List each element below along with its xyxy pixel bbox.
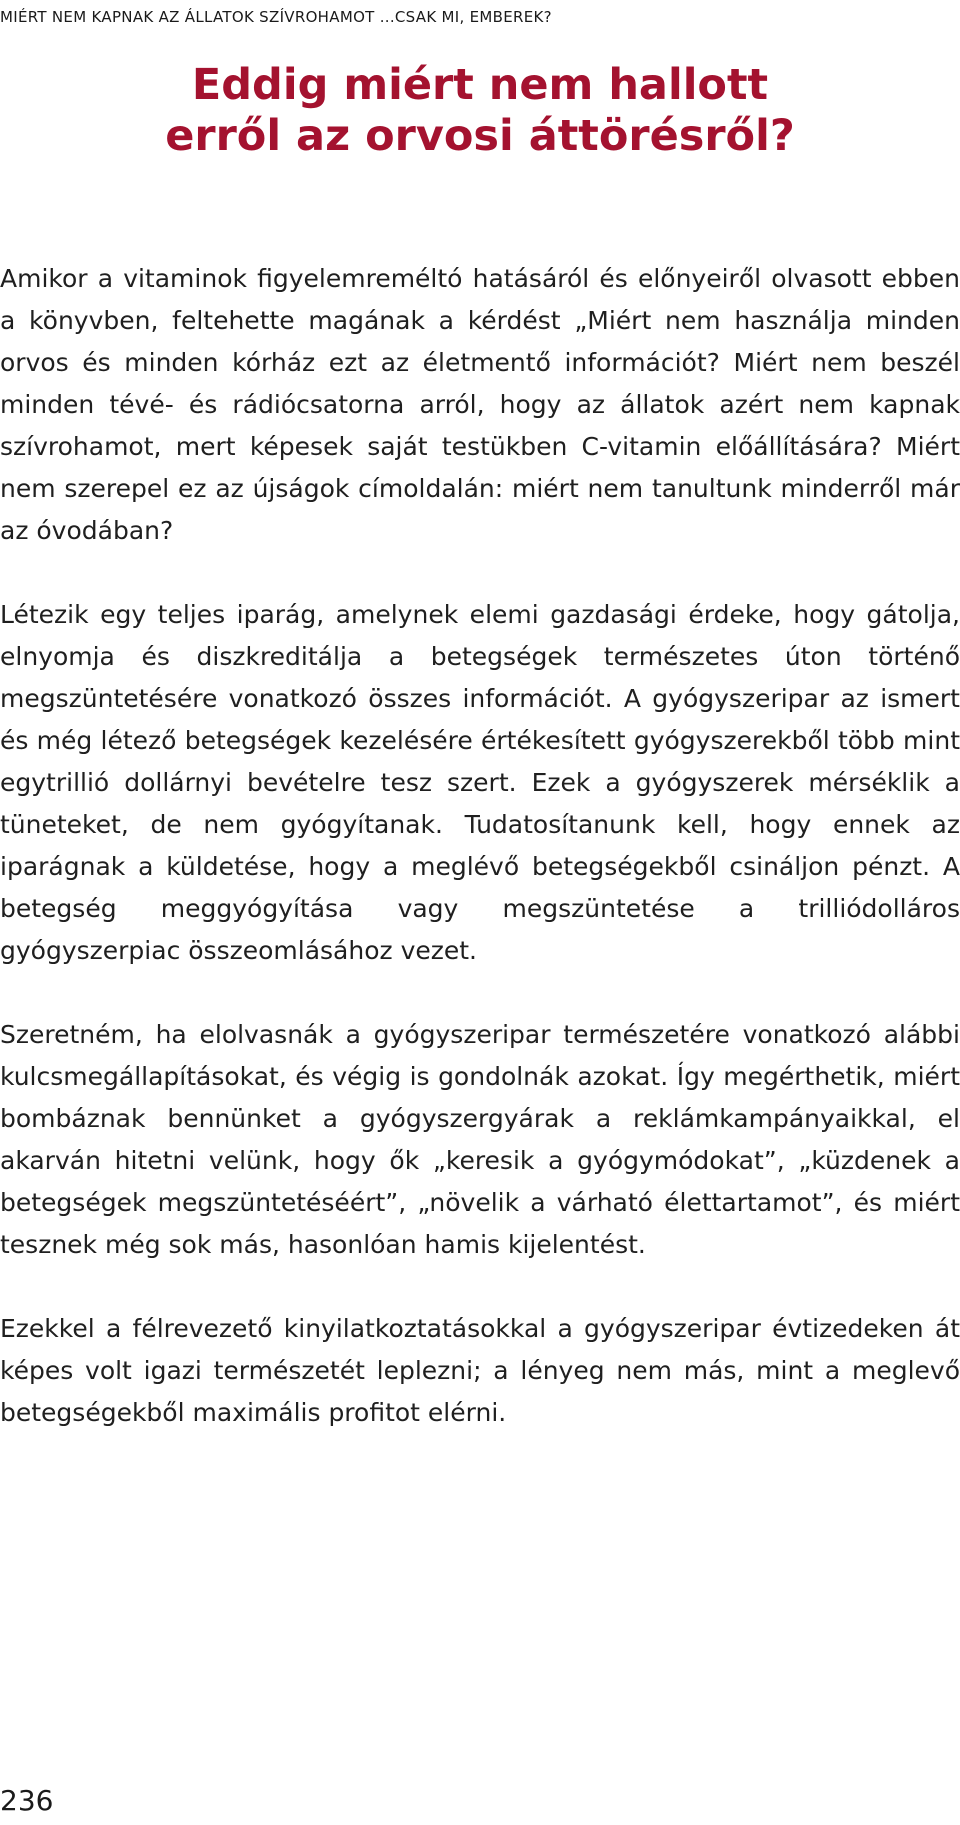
running-head: MIÉRT NEM KAPNAK AZ ÁLLATOK SZÍVROHAMOT ...CSAK MI, EMBEREK? bbox=[0, 8, 552, 26]
paragraph-4: Ezekkel a félrevezető kinyilatkoztatásokkal a gyógyszeripar évtizedeken át képes volt igazi természetét leplezni; a lényeg nem más, mint a meglevő betegségekből maximális profitot elérni. bbox=[0, 1314, 960, 1427]
page-title-line-2: erről az orvosi áttörésről? bbox=[165, 111, 795, 161]
page-title bbox=[0, 60, 960, 162]
page-number: 236 bbox=[0, 1784, 54, 1817]
paragraph-3: Szeretném, ha elolvasnák a gyógyszeripar természetére vonatkozó alábbi kulcsmegállapításokat, és végig is gondolnák azokat. Így megérthetik, miért bombáznak bennünket a gyógyszergyárak a reklámkampányaikkal, el akarván hitetni velünk, hogy ők „keresik a gyógymódokat”, „küzdenek a betegségek megszüntetéséért”, „növelik a várható élettartamot”, és miért tesznek még sok más, hasonlóan hamis kijelentést. bbox=[0, 1020, 960, 1259]
paragraph-2: Létezik egy teljes iparág, amelynek elemi gazdasági érdeke, hogy gátolja, elnyomja és diszkreditálja a betegségek természetes úton történő megszüntetésére vonatkozó összes információt. A gyógyszeripar az ismert és még létező betegségek kezelésére értékesített gyógyszerekből több mint egytrillió dollárnyi bevételre tesz szert. Ezek a gyógyszerek mérséklik a tüneteket, de nem gyógyítanak. Tudatosítanunk kell, hogy ennek az iparágnak a küldetése, hogy a meglévő betegségekből csináljon pénzt. A betegség meggyógyítása vagy megszüntetése a trilliódolláros gyógyszerpiac összeomlásához vezet. bbox=[0, 600, 960, 965]
page-title-line-1: Eddig miért nem hallott bbox=[191, 60, 769, 110]
paragraph-1: Amikor a vitaminok figyelemreméltó hatásáról és előnyeiről olvasott ebben a könyvben, feltehette magának a kérdést „Miért nem használja minden orvos és minden kórház ezt az életmentő információt? Miért nem beszél minden tévé- és rádiócsatorna arról, hogy az állatok azért nem kapnak szívrohamot, mert képesek saját testükben C-vitamin előállítására? Miért nem szerepel ez az újságok címoldalán: miért nem tanultunk minderről már az óvodában? bbox=[0, 264, 960, 545]
body-text bbox=[0, 258, 960, 1434]
